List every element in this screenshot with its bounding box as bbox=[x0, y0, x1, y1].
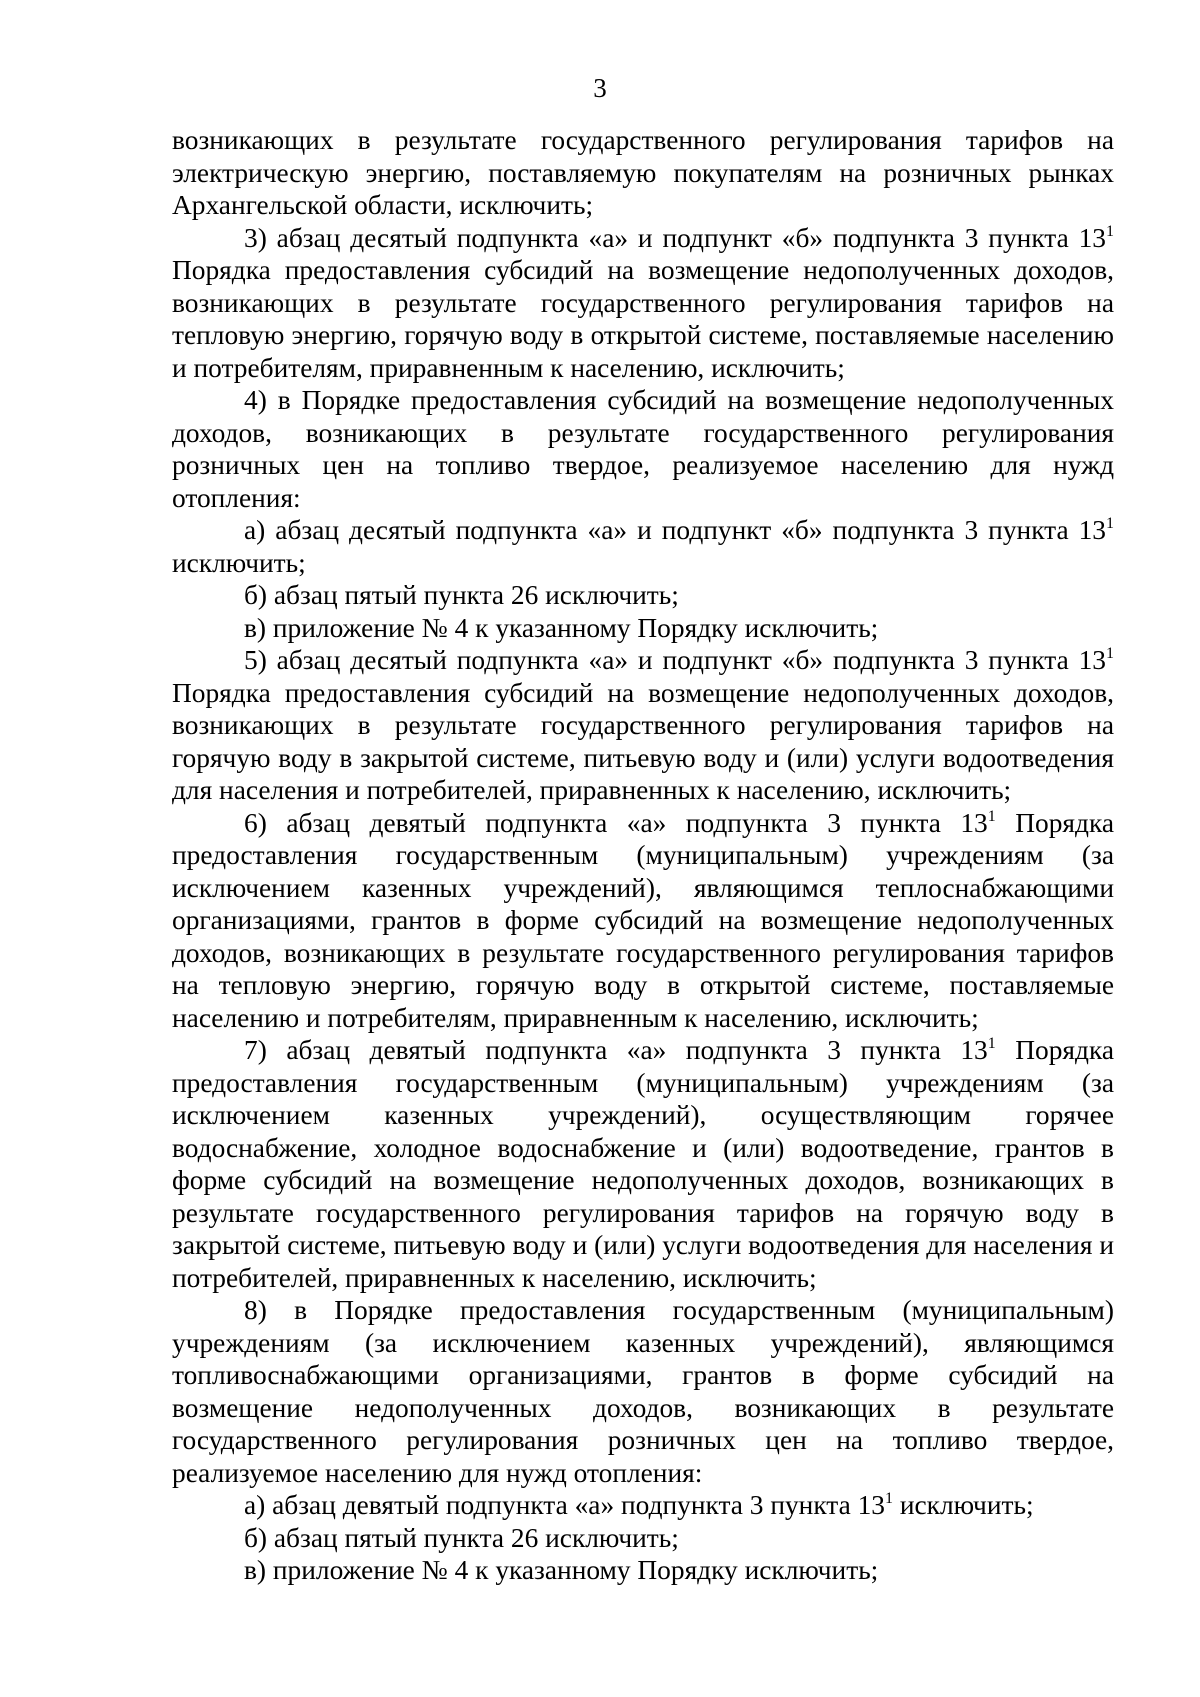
superscript: 1 bbox=[987, 807, 996, 825]
paragraph-text: Порядка предоставления государственным (муниципальным) учреждениям (за исключением казенных учреждений), являющимся теплоснабжающими организациями, грантов в форме субсидий на возмещение недополученных доходов, возникающих в результате государственного регулирования тарифов на тепловую энергию, горячую воду в открытой системе, поставляемые населению и потребителям, приравненным к населению, исключить; bbox=[172, 807, 1115, 1033]
paragraph bbox=[172, 807, 1114, 1035]
paragraph-text: в) приложение № 4 к указанному Порядку исключить; bbox=[244, 612, 879, 643]
paragraph bbox=[172, 222, 1114, 385]
paragraph-text: 5) абзац десятый подпункта «а» и подпункт «б» подпункта 3 пункта 13 bbox=[244, 645, 1106, 675]
paragraph bbox=[172, 1489, 1114, 1522]
paragraph bbox=[172, 1522, 1114, 1555]
paragraph-text: 8) в Порядке предоставления государственным (муниципальным) учреждениям (за исключением казенных учреждений), являющимся топливоснабжающими организациями, грантов в форме субсидий на возмещение недополученных доходов, возникающих в результате государственного регулирования розничных цен на топливо твердое, реализуемое населению для нужд отопления: bbox=[172, 1295, 1114, 1488]
paragraph-text: Порядка предоставления субсидий на возмещение недополученных доходов, возникающих в результате государственного регулирования тарифов на тепловую энергию, горячую воду в открытой системе, поставляемые населению и потребителям, приравненным к населению, исключить; bbox=[172, 255, 1114, 383]
superscript: 1 bbox=[1106, 645, 1114, 662]
paragraph-text: 6) абзац девятый подпункта «а» подпункта 3 пункта 13 bbox=[244, 807, 988, 838]
paragraph-text: б) абзац пятый пункта 26 исключить; bbox=[244, 580, 679, 610]
superscript: 1 bbox=[987, 1035, 996, 1052]
paragraph-text: в) приложение № 4 к указанному Порядку исключить; bbox=[244, 1555, 879, 1585]
superscript: 1 bbox=[1106, 222, 1114, 240]
paragraph-text: б) абзац пятый пункта 26 исключить; bbox=[244, 1522, 679, 1553]
paragraph bbox=[172, 579, 1114, 612]
paragraph bbox=[172, 1294, 1114, 1489]
page-number: 3 bbox=[593, 73, 607, 103]
paragraph-text: 7) абзац девятый подпункта «а» подпункта 3 пункта 13 bbox=[244, 1035, 988, 1065]
superscript: 1 bbox=[884, 1490, 893, 1507]
document-body bbox=[172, 124, 1114, 1587]
paragraph-text: а) абзац десятый подпункта «а» и подпункт «б» подпункта 3 пункта 13 bbox=[244, 515, 1106, 545]
paragraph bbox=[172, 514, 1114, 579]
paragraph-text: а) абзац девятый подпункта «а» подпункта 3 пункта 13 bbox=[244, 1490, 885, 1520]
paragraph bbox=[172, 124, 1114, 222]
paragraph bbox=[172, 1554, 1114, 1587]
paragraph-text: исключить; bbox=[172, 547, 306, 578]
paragraph bbox=[172, 384, 1114, 514]
paragraph bbox=[172, 1034, 1114, 1294]
paragraph-text: 3) абзац десятый подпункта «а» и подпункт «б» подпункта 3 пункта 13 bbox=[244, 222, 1106, 253]
paragraph-text: возникающих в результате государственного регулирования тарифов на электрическую энергию, поставляемую покупателям на розничных рынках Архангельской области, исключить; bbox=[172, 125, 1114, 220]
paragraph-text: Порядка предоставления государственным (муниципальным) учреждениям (за исключением казенных учреждений), осуществляющим горячее водоснабжение, холодное водоснабжение и (или) водоотведение, грантов в форме субсидий на возмещение недополученных доходов, возникающих в результате государственного регулирования тарифов на горячую воду в закрытой системе, питьевую воду и (или) услуги водоотведения для населения и потребителей, приравненных к населению, исключить; bbox=[172, 1035, 1115, 1293]
paragraph-text: Порядка предоставления субсидий на возмещение недополученных доходов, возникающих в результате государственного регулирования тарифов на горячую воду в закрытой системе, питьевую воду и (или) услуги водоотведения для населения и потребителей, приравненных к населению, исключить; bbox=[172, 677, 1114, 805]
paragraph-text: исключить; bbox=[892, 1490, 1034, 1520]
paragraph bbox=[172, 612, 1114, 645]
superscript: 1 bbox=[1106, 515, 1114, 532]
paragraph bbox=[172, 644, 1114, 807]
paragraph-text: 4) в Порядке предоставления субсидий на возмещение недополученных доходов, возникающих в результате государственного регулирования розничных цен на топливо твердое, реализуемое населению для нужд отопления: bbox=[172, 385, 1114, 513]
